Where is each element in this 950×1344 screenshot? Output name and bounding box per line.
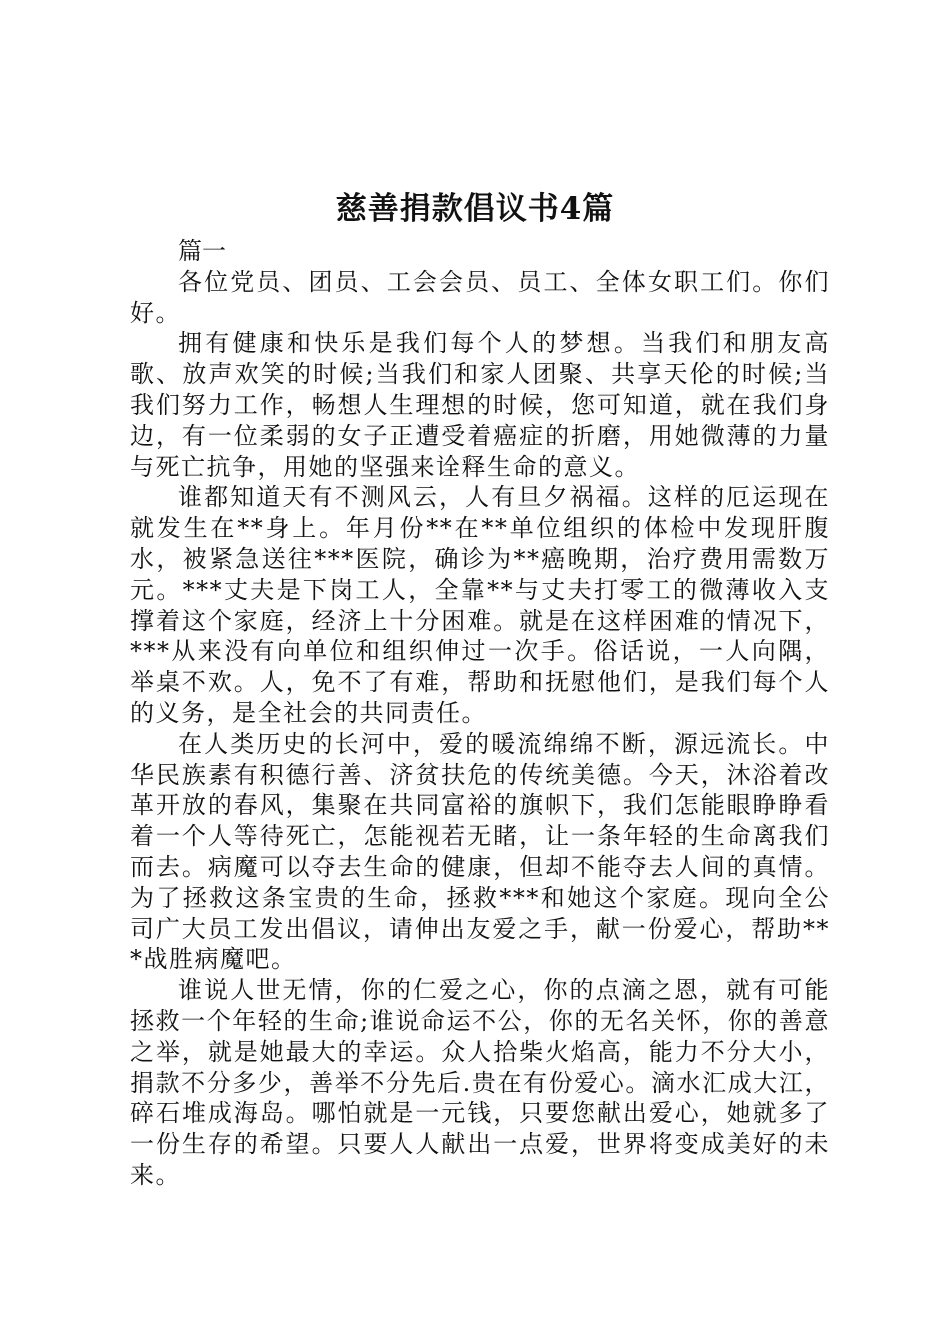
paragraph-appeal: 在人类历史的长河中，爱的暖流绵绵不断，源远流长。中华民族素有积德行善、济贫扶危的传统美德。今天，沐浴着改革开放的春风，集聚在共同富裕的旗帜下，我们怎能眼睁睁看着一个人等待死亡，怎能视若无睹，让一条年轻的生命离我们而去。病魔可以夺去生命的健康，但却不能夺去人间的真情。为了拯救这条宝贵的生命，拯救***和她这个家庭。现向全公司广大员工发出倡议，请伸出友爱之手，献一份爱心，帮助***战胜病魔吧。 (130, 729, 830, 974)
paragraph-closing: 谁说人世无情，你的仁爱之心，你的点滴之恩，就有可能拯救一个年轻的生命;谁说命运不公，你的无名关怀，你的善意之举，就是她最大的幸运。众人拾柴火焰高，能力不分大小，捐款不分多少，善举不分先后.贵在有份爱心。滴水汇成大江，碎石堆成海岛。哪怕就是一元钱，只要您献出爱心，她就多了一份生存的希望。只要人人献出一点爱，世界将变成美好的未来。 (130, 976, 830, 1189)
paragraph-situation: 谁都知道天有不测风云，人有旦夕祸福。这样的厄运现在就发生在**身上。年月份**在**单位组织的体检中发现肝腹水，被紧急送往***医院，确诊为**癌晚期，治疗费用需数万元。***丈夫是下岗工人，全靠**与丈夫打零工的微薄收入支撑着这个家庭，经济上十分困难。就是在这样困难的情况下，***从来没有向单位和组织伸过一次手。俗话说，一人向隅，举桌不欢。人，免不了有难，帮助和抚慰他们，是我们每个人的义务，是全社会的共同责任。 (130, 483, 830, 727)
document-body (130, 236, 830, 1191)
section-label: 篇一 (178, 237, 226, 265)
paragraph-greeting: 各位党员、团员、工会会员、员工、全体女职工们。你们好。 (130, 267, 830, 327)
paragraph-dream: 拥有健康和快乐是我们每个人的梦想。当我们和朋友高歌、放声欢笑的时候;当我们和家人团聚、共享天伦的时候;当我们努力工作，畅想人生理想的时候，您可知道，就在我们身边，有一位柔弱的女子正遭受着癌症的折磨，用她微薄的力量与死亡抗争，用她的坚强来诠释生命的意义。 (130, 329, 830, 481)
document-title: 慈善捐款倡议书4篇 (335, 191, 615, 227)
